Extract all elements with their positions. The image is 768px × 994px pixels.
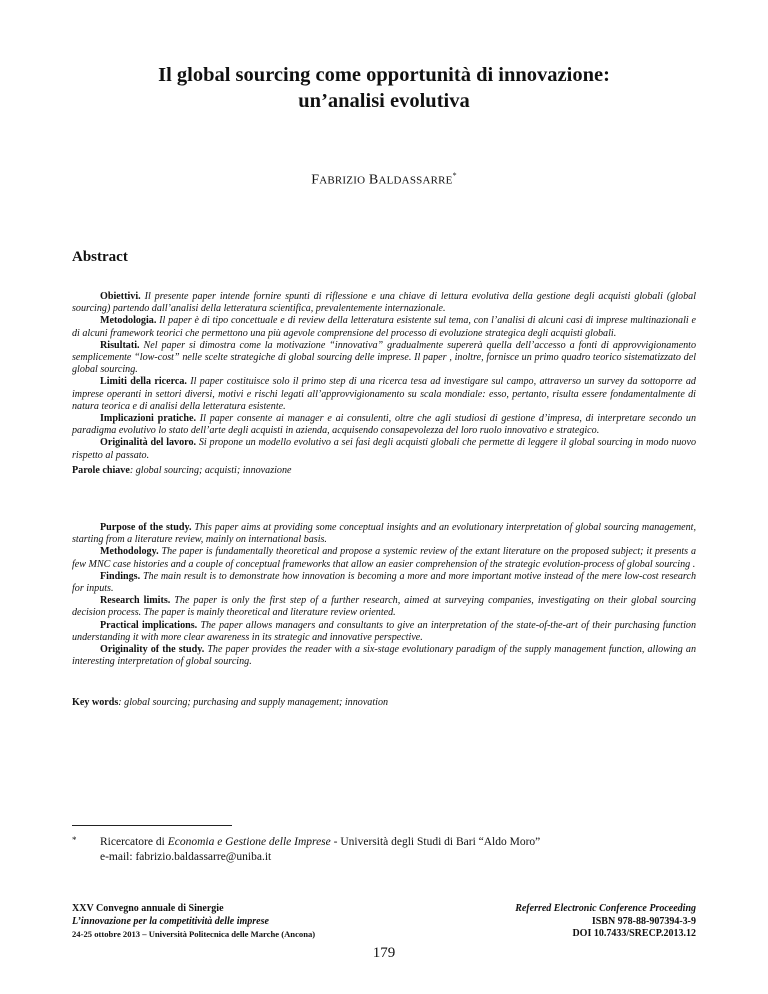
author-first-rest: ABRIZIO [319, 174, 366, 187]
en-section-findings: Findings. The main result is to demonstrate how innovation is becoming a more and more important motive instead of the mere low-cost research for inputs. [72, 570, 696, 595]
it-section-methodology: Metodologia. Il paper è di tipo concettuale e di review della letteratura esistente sul tema, con l’analisi di alcuni casi di imprese multinazionali e di alcuni framework teorici che permettono una più agevole comprensione del processo di evoluzione strategica degli acquisti globali. [72, 315, 696, 339]
english-abstract [72, 522, 696, 668]
it-section-implications: Implicazioni pratiche. Il paper consente ai manager e ai consulenti, oltre che agli studiosi di gestione d’impresa, di interpretare secondo un paradigma evolutivo lo stato dell’arte degli acquisti in azienda, acquisendo consapevolezza del loro ruolo innovativo e strategico. [72, 413, 696, 437]
keywords-english: Key words: global sourcing; purchasing and supply management; innovation [72, 697, 389, 708]
footnote-mark: * [72, 835, 77, 845]
author-last-initial: B [368, 172, 379, 188]
proceeding-type: Referred Electronic Conference Proceeding [515, 903, 696, 914]
conference-dates: 24-25 ottobre 2013 – Università Politecnica delle Marche (Ancona) [72, 929, 316, 939]
en-section-originality: Originality of the study. The paper provides the reader with a six-stage evolutionary paradigm of the supply management function, allowing an interesting interpretation of global sourcing. [72, 644, 696, 668]
it-section-limits: Limiti della ricerca. Il paper costituisce solo il primo step di una ricerca tesa ad investigare sul campo, attraverso un survey da sottoporre ad imprese operanti in settori diversi, motivi e rischi legati all’approvvigionamento su scala mondiale: esso, pertanto, risulta essere fondamentalmente di natura teorica e di analisi della letteratura esistente. [72, 376, 696, 412]
abstract-heading: Abstract [72, 249, 128, 265]
isbn: ISBN 978-88-907394-3-9 [591, 915, 696, 927]
title-line-1: Il global sourcing come opportunità di innovazione: [158, 64, 610, 86]
it-section-originality: Originalità del lavoro. Si propone un modello evolutivo a sei fasi degli acquisti globali che permette di leggere il global sourcing in modo nuovo rispetto al passato. [72, 437, 696, 461]
footnote-affiliation: Ricercatore di Economia e Gestione delle Imprese - Università degli Studi di Bari “Aldo Moro” [100, 836, 541, 848]
conference-theme: L’innovazione per la competitività delle imprese [72, 915, 269, 927]
en-section-limits: Research limits. The paper is only the first step of a further research, aimed at surveying companies, investigating on their global sourcing decision process. The paper is mainly theoretical and literature review oriented. [72, 595, 696, 619]
it-section-results: Risultati. Nel paper si dimostra come la motivazione “innovativa” gradualmente supererà quella dell’accesso a fonti di approvvigionamento semplicemente “low-cost” nelle scelte strategiche di global sourcing delle imprese. Il paper , inoltre, fornisce un primo quadro teorico sistematizzato del global sourcing. [72, 339, 696, 376]
author-first-initial: F [311, 172, 320, 188]
paper-title [0, 62, 768, 114]
author-name [0, 171, 768, 189]
en-section-methodology: Methodology. The paper is fundamentally theoretical and propose a systemic review of the extant literature on the proposed subject; it presents a few MNC case histories and a couple of conceptual frameworks that allow an easier comprehension of the strategic evolution-process of global sourcing . [72, 546, 696, 570]
doi: DOI 10.7433/SRECP.2013.12 [572, 928, 696, 939]
keywords-italian: Parole chiave: global sourcing; acquisti; innovazione [72, 465, 292, 476]
footnote-divider [72, 825, 232, 826]
en-section-purpose: Purpose of the study. This paper aims at providing some conceptual insights and an evolutionary interpretation of global sourcing management, starting from a literature review, mainly on international basis. [72, 522, 697, 546]
footnote-email: e-mail: fabrizio.baldassarre@uniba.it [100, 851, 272, 863]
page-number: 179 [372, 945, 396, 961]
publication-info [515, 903, 696, 941]
author-last-rest: ALDASSARRE [378, 174, 453, 187]
title-line-2: un’analisi evolutiva [298, 90, 470, 112]
conference-info [72, 903, 315, 941]
en-section-implications: Practical implications. The paper allows managers and consultants to give an interpretation of the state-of-the-art of their purchasing function understanding it with more clear awareness in its strategic and innovative perspective. [72, 619, 697, 643]
author-footnote-mark: * [452, 171, 457, 180]
it-section-objectives: Obiettivi. Il presente paper intende fornire spunti di riflessione e una chiave di lettura evolutiva della gestione degli acquisti globali (global sourcing) partendo dall’analisi della letteratura scientifica, prevalentemente internazionale. [72, 291, 696, 315]
conference-name: XXV Convegno annuale di Sinergie [72, 903, 224, 914]
italian-abstract [72, 291, 696, 462]
footnote-text [100, 835, 700, 865]
